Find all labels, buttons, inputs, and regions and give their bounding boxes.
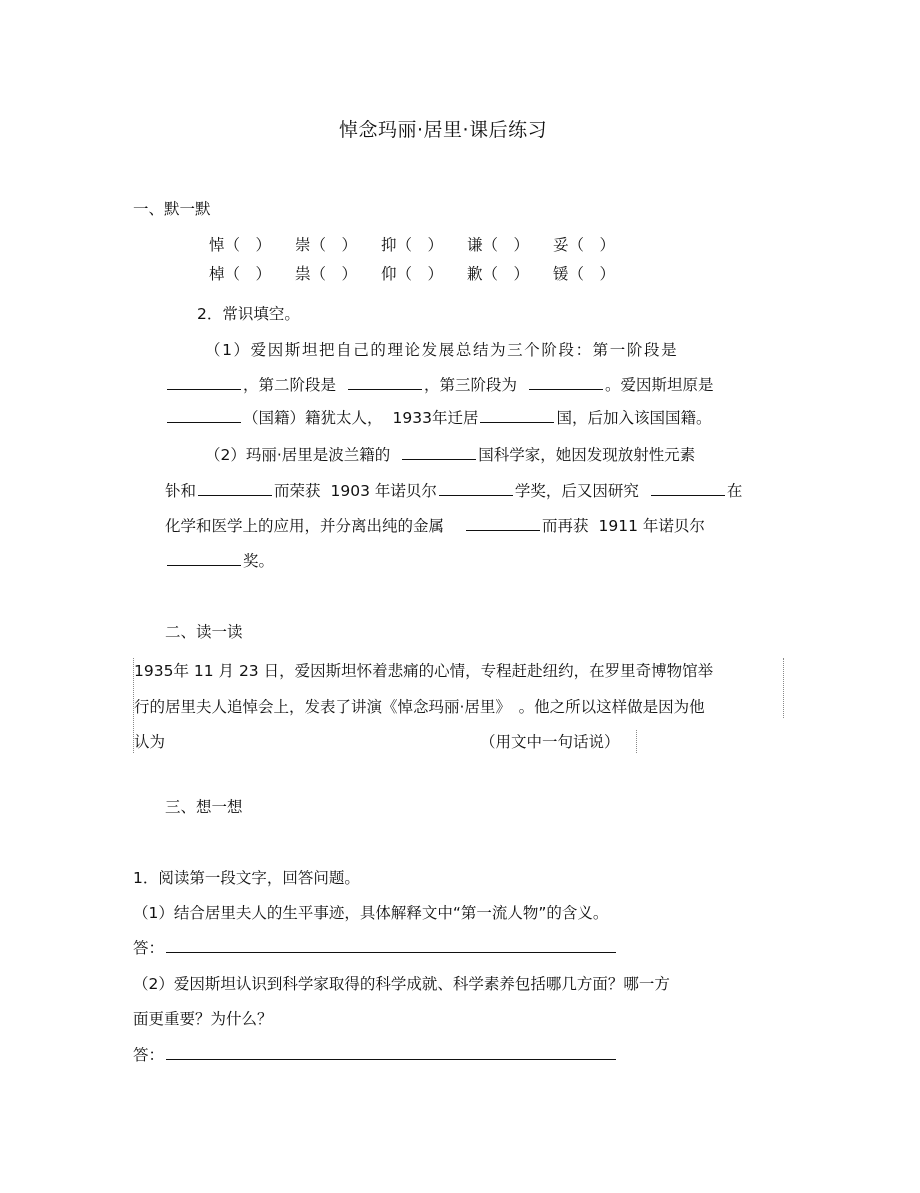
text-fragment: 。爱因斯坦原是 [605,376,714,394]
question-1-2-line1: （2）爱因斯坦认识到科学家取得的科学成就、科学素养包括哪几方面？哪一方 [133,975,670,993]
char-cell: 仰（ ） [381,265,444,283]
answer-blank[interactable] [167,375,241,390]
char-row-2 [209,263,639,285]
section-2-heading: 二、读一读 [165,623,243,641]
text-fragment: 1933年迁居 [392,409,479,427]
reading-line-2: 行的居里夫人追悼会上，发表了讲演《悼念玛丽·居里》 。他之所以这样做是因为他 [134,698,705,716]
reading-line-3-start: 认为 [134,733,166,751]
fill-para-2-line2 [165,480,742,502]
char-cell: 锾（ ） [553,265,616,283]
question-2-label: 2．常识填空。 [197,305,300,323]
text-box-inner-border [636,730,637,753]
question-1-2-line2: 面更重要？为什么？ [133,1010,273,1028]
char-cell: 抑（ ） [381,236,444,254]
fill-para-1-line2 [165,374,714,396]
char-cell: 谦（ ） [467,236,530,254]
fill-para-2-line1 [205,444,695,466]
text-fragment: 而再获 [542,517,589,535]
fill-para-2-line3 [165,515,705,537]
text-fragment: 国科学家，她因发现放射性元素 [478,446,696,464]
answer-line-2 [133,1044,618,1066]
question-1-1: （1）结合居里夫人的生平事迹，具体解释文中“第一流人物”的含义。 [133,904,609,922]
text-box-right-border [783,658,784,718]
answer-blank[interactable] [402,445,476,460]
text-fragment: 1911 年诺贝尔 [598,517,705,535]
reading-line-3-hint: （用文中一句话说） [480,733,620,751]
text-fragment: 学奖，后又因研究 [514,482,639,500]
char-cell: 棹（ ） [209,265,272,283]
section-3-heading: 三、想一想 [165,798,243,816]
text-fragment: 钋和 [165,482,197,500]
answer-blank[interactable] [198,481,272,496]
answer-blank[interactable] [166,938,616,953]
answer-blank[interactable] [651,481,725,496]
answer-line-1 [133,937,618,959]
answer-blank[interactable] [466,516,540,531]
answer-blank[interactable] [167,551,241,566]
section-1-heading: 一、默一默 [133,200,211,218]
answer-blank[interactable] [167,408,241,423]
fill-para-1-line3 [165,407,711,429]
answer-label: 答： [133,1046,165,1064]
answer-blank[interactable] [166,1045,616,1060]
text-fragment: 在 [726,482,743,500]
text-fragment: （2）玛丽·居里是波兰籍的 [205,446,391,464]
text-fragment: 而荣获 [274,482,321,500]
char-cell: 悼（ ） [209,236,272,254]
text-fragment: 化学和医学上的应用，并分离出纯的金属 [165,517,445,535]
fill-para-1-line1: （1）爱因斯坦把自己的理论发展总结为三个阶段：第一阶段是 [205,341,679,359]
text-fragment: ，第三阶段为 [424,376,518,394]
answer-blank[interactable] [439,481,513,496]
char-cell: 祟（ ） [295,265,358,283]
text-fragment: （国籍）籍犹太人， [243,409,383,427]
question-1: 1．阅读第一段文字，回答问题。 [133,869,360,887]
char-cell: 崇（ ） [295,236,358,254]
text-fragment: 国，后加入该国国籍。 [556,409,712,427]
answer-label: 答： [133,939,165,957]
answer-blank[interactable] [348,375,422,390]
char-cell: 妥（ ） [553,236,616,254]
text-fragment: 奖。 [243,552,275,570]
reading-line-1: 1935年 11 月 23 日，爱因斯坦怀着悲痛的心情，专程赶赴纽约，在罗里奇博物馆举 [134,662,714,680]
page-title: 悼念玛丽·居里·课后练习 [339,119,548,141]
answer-blank[interactable] [480,408,554,423]
fill-para-2-line4 [165,550,274,572]
char-row-1 [209,234,639,256]
char-cell: 歉（ ） [467,265,530,283]
text-fragment: 1903 年诺贝尔 [330,482,437,500]
answer-blank[interactable] [529,375,603,390]
text-fragment: ，第二阶段是 [243,376,337,394]
